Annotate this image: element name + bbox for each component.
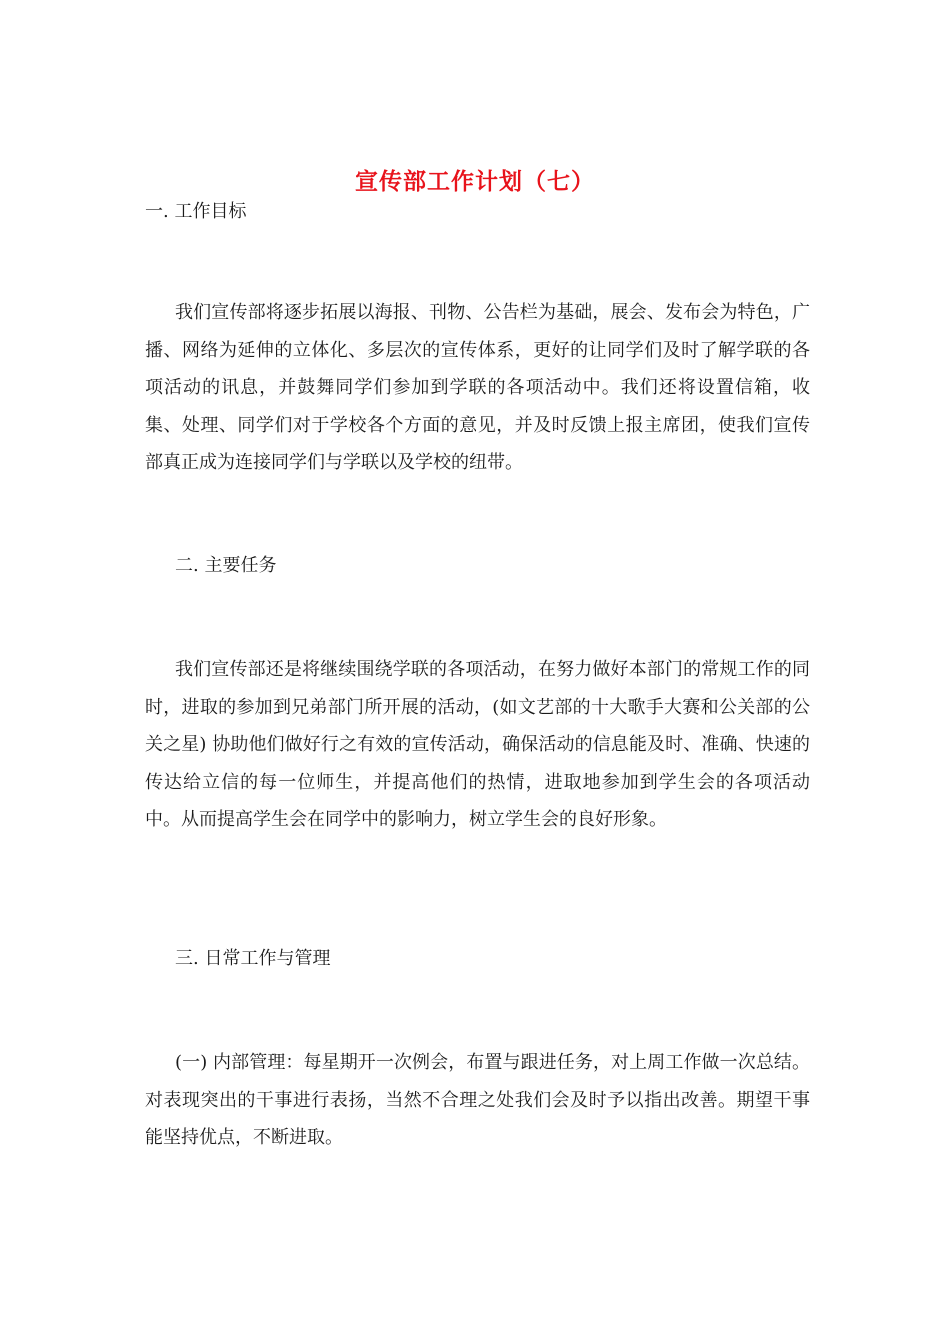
section-paragraph-tasks: 我们宣传部还是将继续围绕学联的各项活动，在努力做好本部门的常规工作的同时，进取的参加到兄弟部门所开展的活动，(如文艺部的十大歌手大赛和公关部的公关之星) 协助他们做好行之有效的宣传活动，确保活动的信息能及时、准确、快速的传达给立信的每一位师生，并提高他们的热情，进取地参加到学生会的各项活动中。从而提高学生会在同学中的影响力，树立学生会的良好形象。 [145,659,810,830]
section-paragraph-goals: 我们宣传部将逐步拓展以海报、刊物、公告栏为基础，展会、发布会为特色，广播、网络为延伸的立体化、多层次的宣传体系，更好的让同学们及时了解学联的各项活动的讯息，并鼓舞同学们参加到学联的各项活动中。我们还将设置信箱，收集、处理、同学们对于学校各个方面的意见，并及时反馈上报主席团，使我们宣传部真正成为连接同学们与学联以及学校的纽带。 [145,302,810,473]
section-heading-goals: 一. 工作目标 [145,201,247,222]
document-title: 宣传部工作计划（七） [355,168,595,196]
section-heading-daily-work: 三. 日常工作与管理 [175,948,331,969]
section-heading-tasks: 二. 主要任务 [175,555,277,576]
section-paragraph-daily-work: (一) 内部管理：每星期开一次例会，布置与跟进任务，对上周工作做一次总结。对表现突出的干事进行表扬，当然不合理之处我们会及时予以指出改善。期望干事能坚持优点，不断进取。 [145,1052,810,1148]
